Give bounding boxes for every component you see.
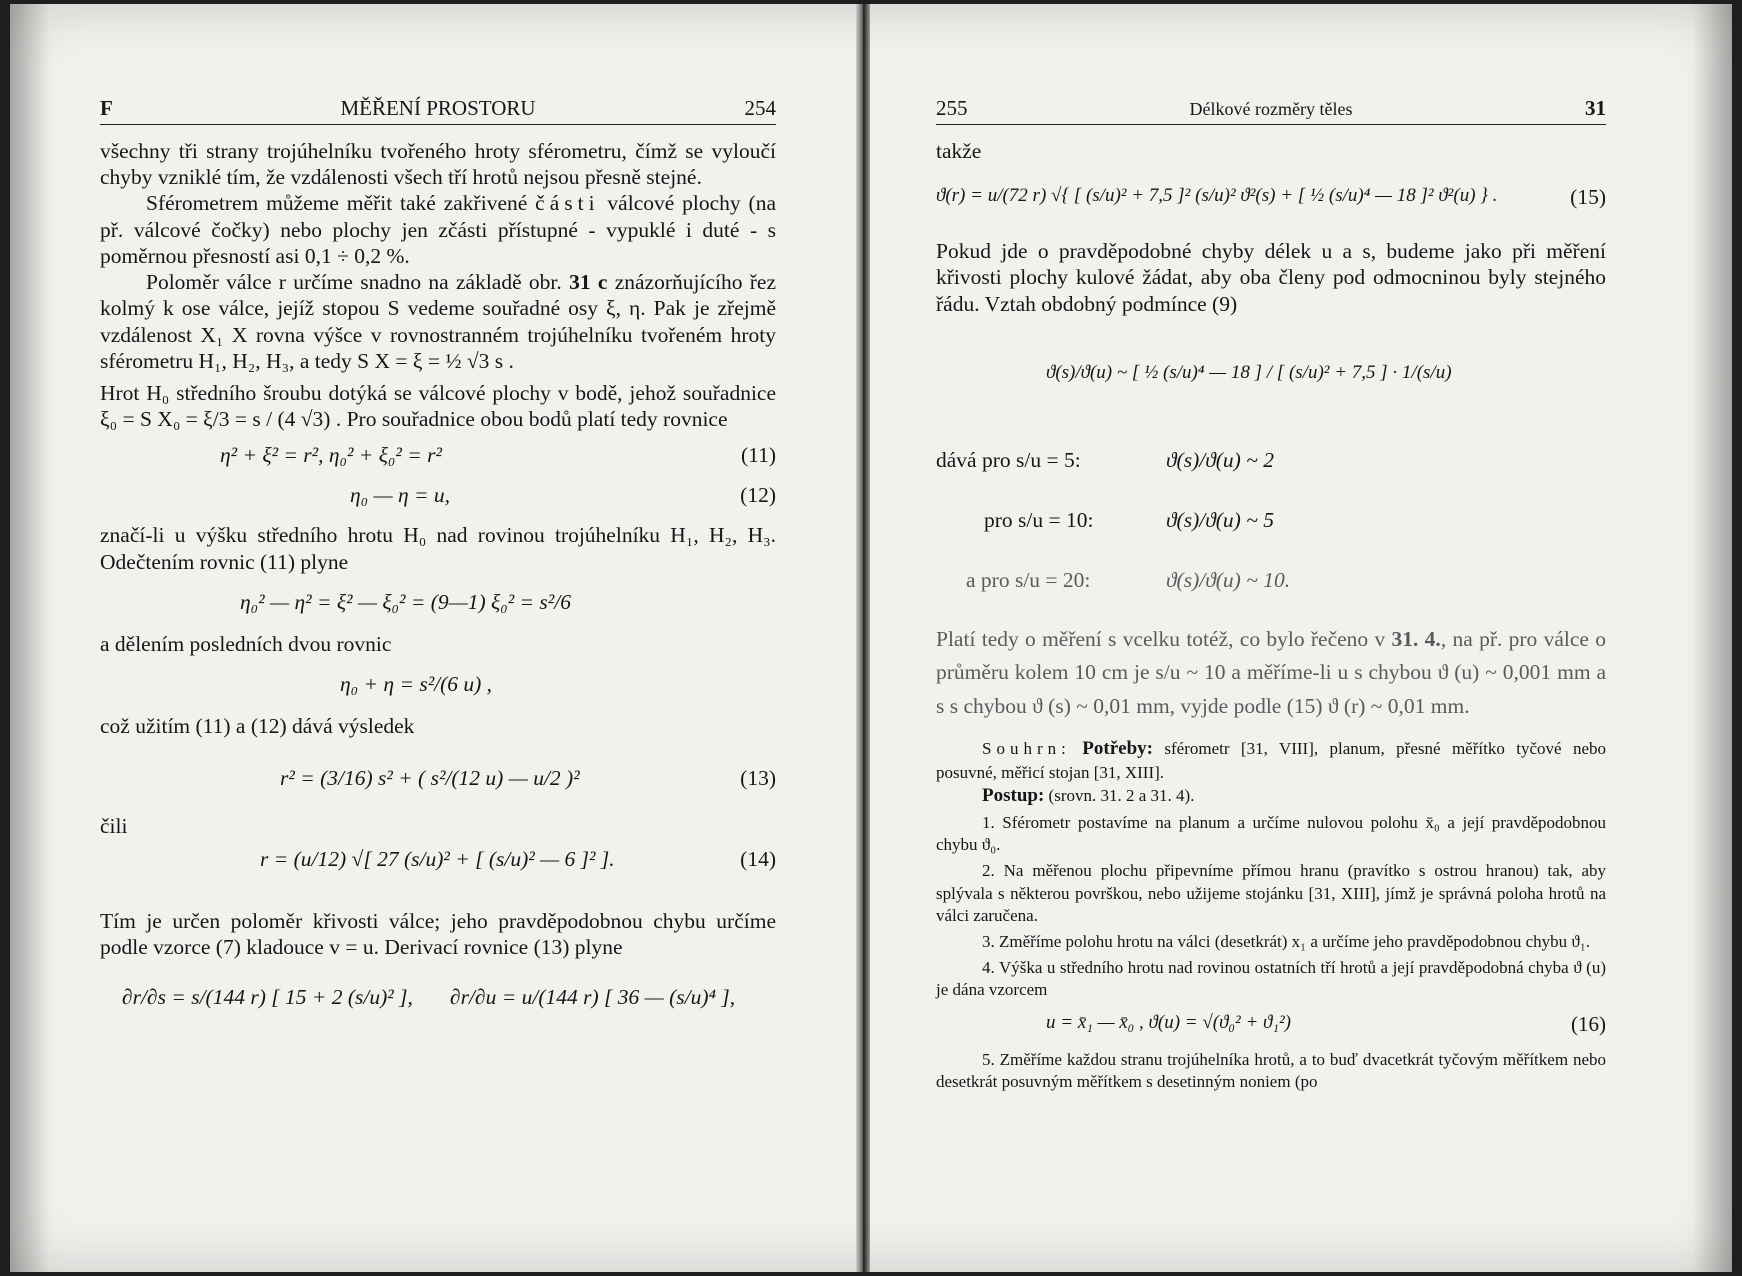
book-gutter	[856, 4, 870, 1272]
ratio-row-5: dává pro s/u = 5: ϑ(s)/ϑ(u) ~ 2	[936, 447, 1274, 472]
equation-11: η² + ξ² = r², η₀² + ξ₀² = r² (11)	[220, 443, 776, 468]
right-body	[936, 138, 1606, 1093]
ratio-row-20: a pro s/u = 20: ϑ(s)/ϑ(u) ~ 10.	[966, 567, 1291, 592]
paragraph: Hrot H₀ středního šroubu dotýká se válcové plochy v bodě, jehož souřadnice ξ₀ = S X₀ = ξ/3 = s / (4 √3) . Pro souřadnice obou bodů platí tedy rovnice	[100, 380, 776, 432]
book-spread	[10, 4, 1732, 1272]
chapter-letter: F	[100, 96, 113, 120]
paragraph: což užitím (11) a (12) dává výsledek	[100, 714, 415, 739]
running-head-right	[936, 96, 1606, 125]
summary-needs: Souhrn: Potřeby: sférometr [31, VIII], planum, přesné měřítko tyčové nebo posuvné, měřicí stojan [31, XIII].	[936, 737, 1607, 782]
equation-derivatives: ∂r/∂s = s/(144 r) [ 15 + 2 (s/u)² ], ∂r/∂u = u/(144 r) [ 36 — (s/u)⁴ ],	[122, 984, 736, 1009]
section-number: 31	[1585, 96, 1606, 120]
procedure-step: 3. Změříme polohu hrotu na válci (desetkrát) x₁ a určíme jeho pravděpodobnou chybu ϑ₁.	[982, 931, 1591, 951]
equation-16: u = x̄₁ — x̄₀ , ϑ(u) = √(ϑ₀² + ϑ₁²) (16)	[1046, 1012, 1606, 1037]
equation-ratio: ϑ(s)/ϑ(u) ~ [ ½ (s/u)⁴ — 18 ] / [ (s/u)² + 7,5 ] · 1/(s/u)	[1046, 361, 1452, 383]
equation-14: r = (u/12) √[ 27 (s/u)² + [ (s/u)² — 6 ]² ]. (14)	[260, 846, 776, 871]
equation-15: ϑ(r) = u/(72 r) √{ [ (s/u)² + 7,5 ]² (s/u)² ϑ²(s) + [ ½ (s/u)⁴ — 18 ]² ϑ²(u) } . (15)	[936, 185, 1606, 210]
chapter-title: Délkové rozměry těles	[1189, 99, 1353, 119]
paragraph: a dělením posledních dvou rovnic	[100, 631, 392, 656]
procedure-step: 5. Změříme každou stranu trojúhelníka hrotů, a to buď dvacetkrát tyčovým měřítkem nebo desetkrát posuvným měřítkem s desetinným noniem (po	[936, 1050, 1606, 1092]
procedure-step: 1. Sférometr postavíme na planum a určíme nulovou polohu x̄₀ a její pravděpodobnou chybu ϑ₀.	[936, 813, 1606, 855]
equation-subtraction: η₀² — η² = ξ² — ξ₀² = (9—1) ξ₀² = s²/6	[240, 589, 571, 614]
page-edge-shadow	[10, 4, 50, 1272]
page-number: 254	[744, 96, 776, 120]
summary-section	[936, 737, 1606, 1093]
page-number: 255	[936, 96, 968, 120]
equation-12: η₀ — η = u, (12)	[350, 483, 776, 508]
procedure-step: 2. Na měřenou plochu připevníme přímou hranu (pravítko s ostrou hranou) tak, aby splývala s některou površkou, nebo užijeme stojánku [31, XIII], jímž je správná poloha hrotů na válci zaručena.	[936, 861, 1606, 925]
page-edge-shadow	[1692, 4, 1732, 1272]
paragraph: značí-li u výšku středního hrotu H₀ nad rovinou trojúhelníku H₁, H₂, H₃. Odečtením rovnic (11) plyne	[100, 523, 776, 574]
paragraph: Pokud jde o pravděpodobné chyby délek u a s, budeme jako při měření křivosti plochy kulové žádat, aby oba členy pod odmocninou byly stejného řádu. Vztah obdobný podmínce (9)	[936, 239, 1606, 316]
paragraph: Tím je určen poloměr křivosti válce; jeho pravděpodobnou chybu určíme podle vzorce (7) kladouce v = u. Derivací rovnice (13) plyne	[100, 908, 776, 959]
summary-procedure: Postup: (srovn. 31. 2 a 31. 4).	[982, 784, 1195, 806]
paragraph: všechny tři strany trojúhelníku tvořeného hroty sférometru, čímž se vyloučí chyby vzniklé tím, že vzdálenosti všech tří hrotů nejsou přesně stejné.	[100, 139, 776, 190]
paragraph: čili	[100, 814, 128, 839]
equation-division: η₀ + η = s²/(6 u) ,	[340, 672, 493, 697]
running-head-left	[100, 96, 776, 125]
left-body	[100, 138, 776, 1034]
paragraph: Platí tedy o měření s vcelku totéž, co bylo řečeno v 31. 4., na př. pro válce o průměru kolem 10 cm je s/u ~ 10 a měříme-li u s chybou ϑ (u) ~ 0,001 mm a s s chybou ϑ (s) ~ 0,01 mm, vyjde podle (15) ϑ (r) ~ 0,01 mm.	[936, 626, 1607, 718]
left-page	[10, 4, 856, 1272]
chapter-title: MĚŘENÍ PROSTORU	[340, 96, 536, 120]
procedure-step: 4. Výška u středního hrotu nad rovinou ostatních tří hrotů a její pravděpodobná chyba ϑ (u) je dána vzorcem	[936, 957, 1606, 999]
paragraph: Poloměr válce r určíme snadno na základě obr. 31 c znázorňujícího řez kolmý k ose válce, jejíž stopou S vedeme souřadné osy ξ, η. Pak je zřejmě vzdálenost X₁ X rovna výšce v rovnostranném trojúhelníku tvořeném hroty sférometru H₁, H₂, H₃, a tedy S X = ξ = ½ √3 s .	[100, 270, 776, 373]
right-page	[870, 4, 1732, 1272]
equation-13: r² = (3/16) s² + ( s²/(12 u) — u/2 )² (13)	[280, 766, 776, 791]
paragraph: takže	[936, 139, 982, 163]
ratio-row-10: pro s/u = 10: ϑ(s)/ϑ(u) ~ 5	[984, 507, 1274, 532]
paragraph: Sférometrem můžeme měřit také zakřivené části válcové plochy (na př. válcové čočky) nebo plochy jen zčásti přístupné - vypuklé i duté - s poměrnou přesností asi 0,1 ÷ 0,2 %.	[100, 191, 776, 268]
